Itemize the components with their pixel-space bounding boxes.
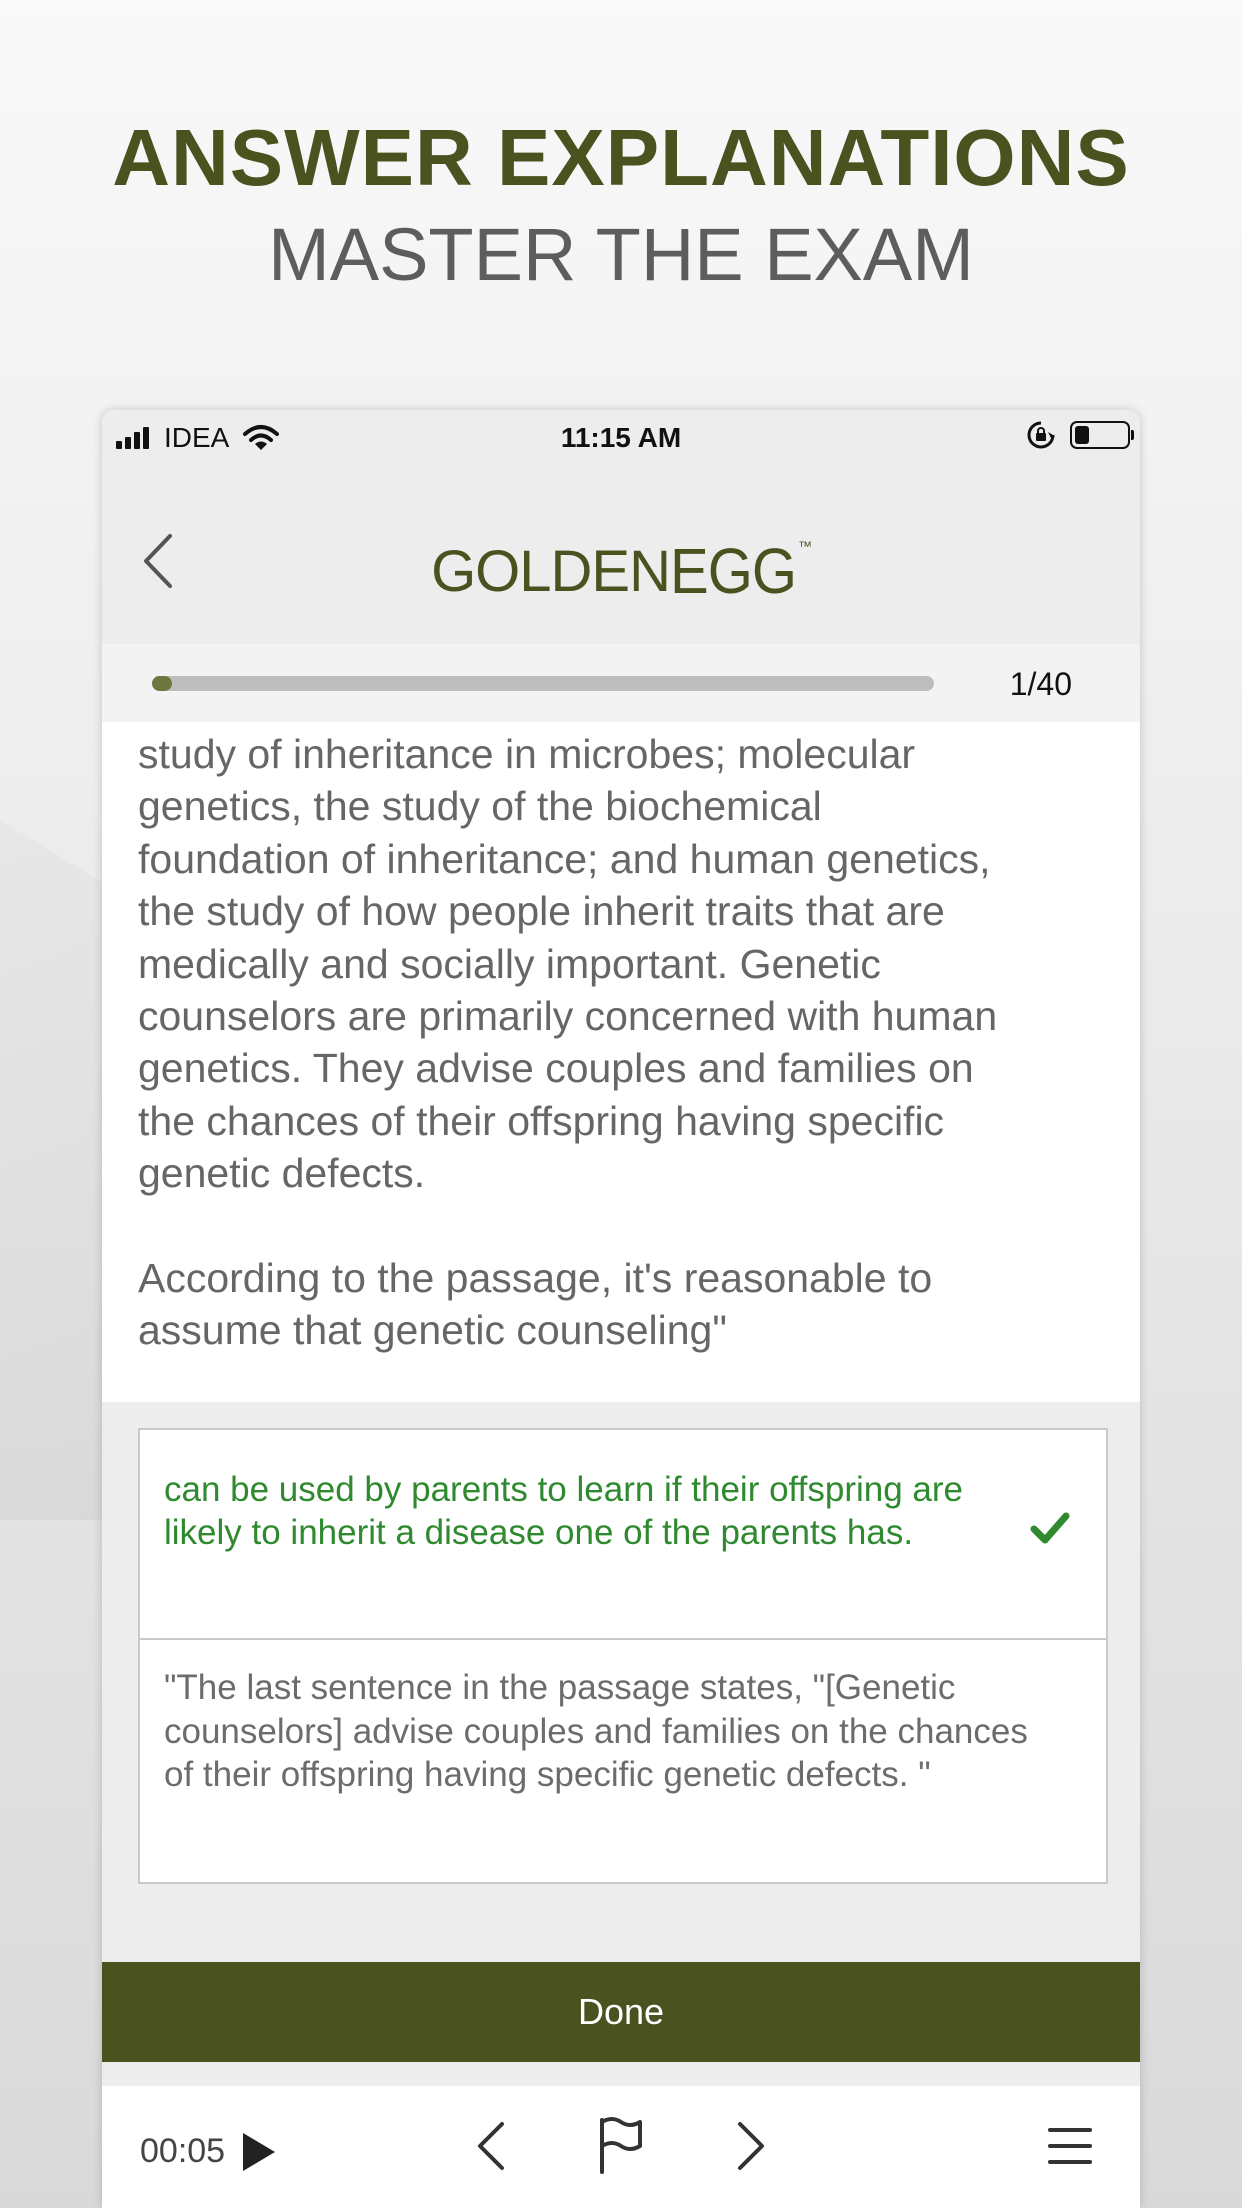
timer-value: 00:05 — [140, 2132, 226, 2170]
passage-text: study of inheritance in microbes; molecular genetics, the study of the biochemical foundation of inheritance; and human genetics, the study of how people inherit traits that are medically and socially important. Genetic counselors are primarily concerned with human genetics. They advise couples and families on the chances of their offspring having specific genetic defects. According to the passage, it's reasonable to assume that genetic counseling" — [138, 731, 998, 1354]
flag-icon[interactable] — [596, 2116, 644, 2174]
checkmark-icon — [1030, 1510, 1070, 1546]
done-button[interactable]: Done — [102, 1962, 1140, 2062]
passage-panel[interactable] — [102, 722, 1140, 1402]
question-counter: 1/40 — [1009, 666, 1072, 702]
play-icon[interactable] — [243, 2133, 275, 2171]
explanation-box — [140, 1640, 1106, 1882]
rotation-lock-icon — [1026, 420, 1056, 450]
explanation-text: "The last sentence in the passage states, "[Genetic counselors] advise couples and families on the chances of their offspring having specific genetic defects. " — [164, 1668, 1028, 1794]
menu-icon[interactable] — [1048, 2126, 1092, 2166]
phone-frame — [102, 410, 1140, 2208]
progress-fill — [152, 676, 172, 691]
previous-icon[interactable] — [472, 2118, 512, 2174]
status-bar — [102, 410, 1140, 466]
battery-icon — [1070, 421, 1130, 449]
progress-row — [102, 644, 1140, 722]
hero-title: ANSWER EXPLANATIONS — [112, 113, 1130, 202]
answer-option[interactable] — [140, 1430, 1106, 1640]
answer-text: can be used by parents to learn if their offspring are likely to inherit a disease one of the parents has. — [164, 1470, 964, 1552]
bottom-toolbar — [102, 2086, 1140, 2208]
hero-subtitle: MASTER THE EXAM — [268, 213, 974, 296]
status-time: 11:15 AM — [560, 422, 682, 453]
goldenegg-logo: GOLDENEGG ™ — [431, 535, 811, 608]
status-right — [1026, 420, 1130, 450]
timer — [140, 2132, 275, 2171]
next-icon[interactable] — [730, 2118, 770, 2174]
nav-bar — [102, 466, 1140, 644]
carrier-name: IDEA — [164, 422, 230, 453]
progress-bar — [152, 676, 934, 691]
answer-card — [138, 1428, 1108, 1884]
